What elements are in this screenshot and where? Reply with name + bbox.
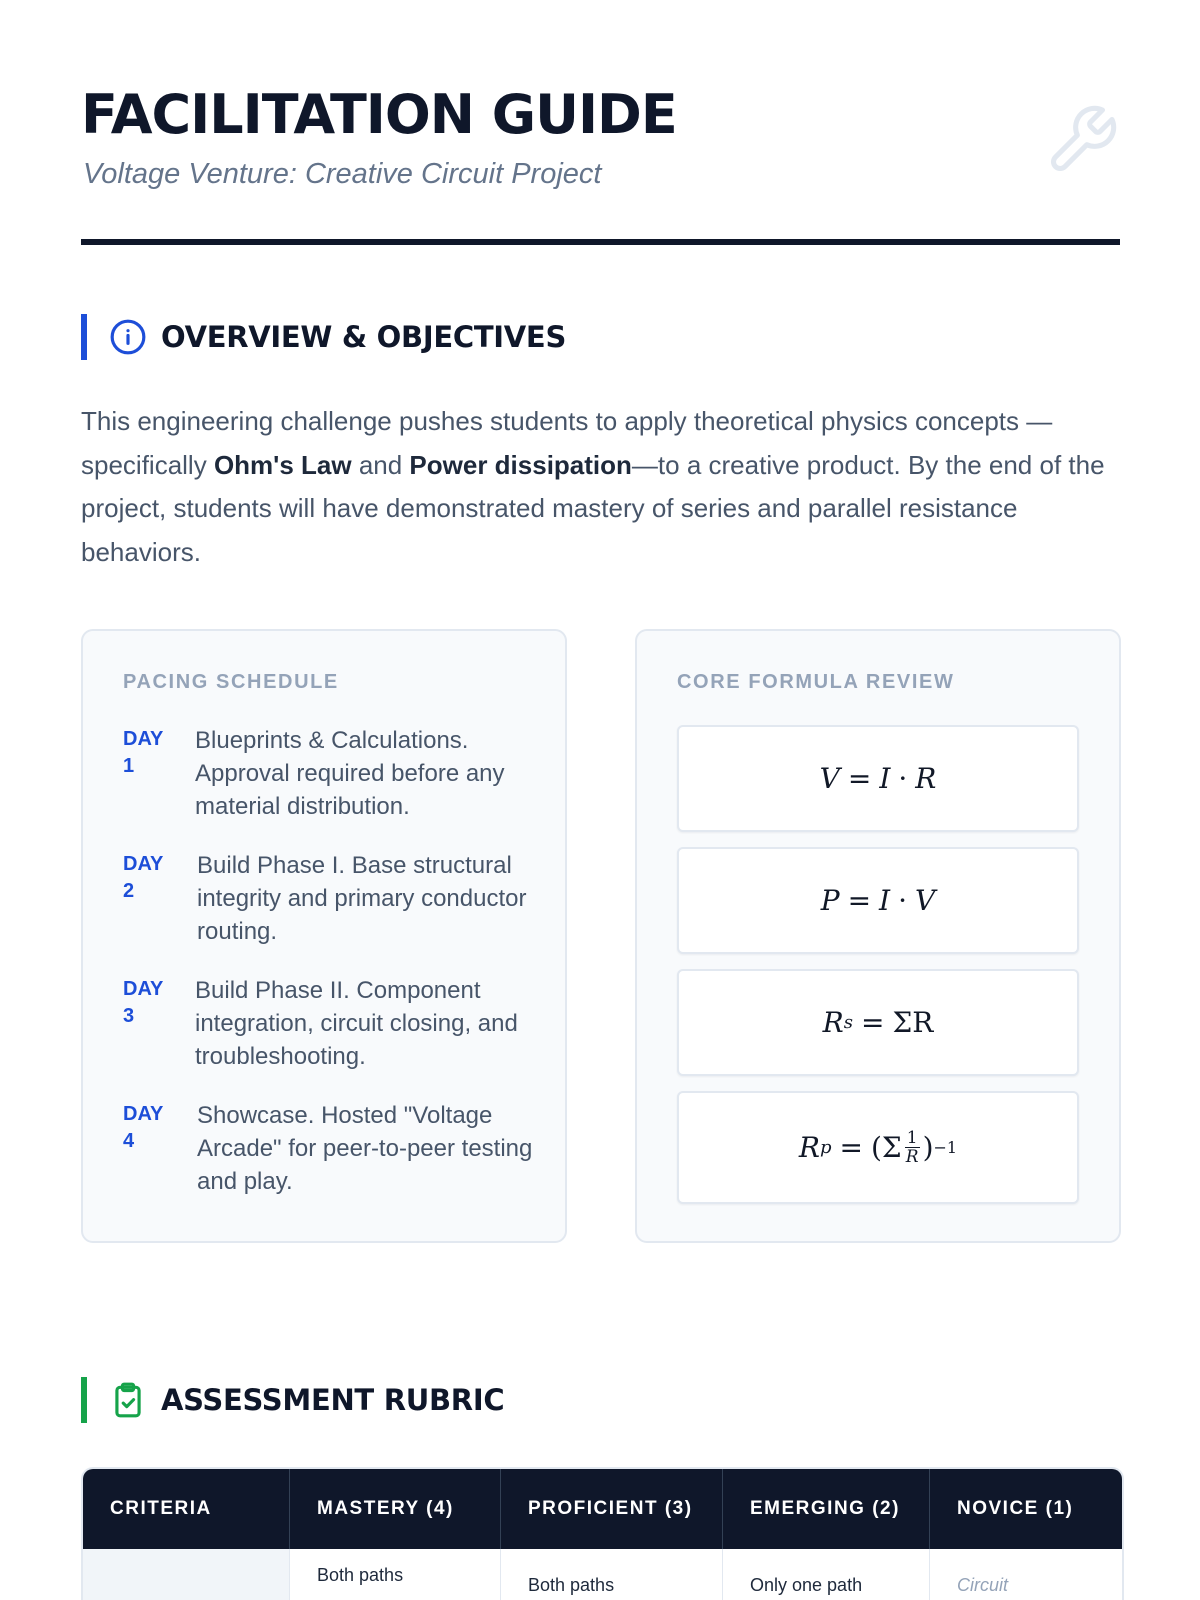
day-label: DAY 3	[123, 978, 164, 1027]
wrench-icon	[1044, 102, 1120, 178]
day-description: Build Phase I. Base structural integrity and primary conductor routing.	[197, 852, 527, 945]
table-header-row	[83, 1469, 1122, 1549]
pacing-schedule-label: PACING SCHEDULE	[123, 671, 339, 693]
formula-review-label: CORE FORMULA REVIEW	[677, 671, 955, 693]
emerging-cell: Only one path	[723, 1549, 930, 1600]
list-item	[123, 974, 533, 1073]
overview-heading	[81, 314, 566, 360]
overview-text-part: and	[351, 449, 410, 480]
list-item	[123, 724, 533, 823]
power-dissipation-term: Power dissipation	[409, 449, 632, 480]
formula-review-card	[635, 629, 1121, 1243]
info-icon	[109, 318, 147, 356]
proficient-cell: Both paths	[501, 1549, 723, 1600]
page-subtitle: Voltage Venture: Creative Circuit Project	[83, 158, 602, 190]
day-label: DAY 2	[123, 853, 164, 902]
column-header-criteria: CRITERIA	[83, 1469, 290, 1549]
mastery-cell: Both paths	[290, 1549, 501, 1600]
day-description: Blueprints & Calculations. Approval required before any material distribution.	[195, 727, 505, 820]
formula-ohms-law: V = I · R	[677, 725, 1079, 832]
day-label: DAY 1	[123, 728, 164, 777]
ohms-law-term: Ohm's Law	[213, 449, 352, 480]
overview-text-part: —to a creative product. By the end of the project, students will have demonstrated mastery of series and parallel resistance behaviors.	[81, 449, 1105, 567]
page-header	[81, 84, 1120, 248]
rubric-table	[81, 1467, 1124, 1600]
novice-cell: Circuit	[957, 1575, 1009, 1595]
criteria-cell	[83, 1549, 290, 1600]
rubric-heading	[81, 1377, 504, 1423]
section-accent-bar	[81, 1377, 87, 1423]
table-row	[83, 1549, 1122, 1600]
clipboard-check-icon	[109, 1381, 147, 1419]
column-header-mastery: MASTERY (4)	[290, 1469, 501, 1549]
day-description: Build Phase II. Component integration, circuit closing, and troubleshooting.	[195, 977, 518, 1070]
pacing-list	[123, 724, 533, 1224]
column-header-proficient: PROFICIENT (3)	[501, 1469, 723, 1549]
list-item	[123, 1099, 533, 1198]
formula-power: P = I · V	[677, 847, 1079, 954]
overview-text-part: This engineering challenge pushes students to apply theoretical physics concepts —specifically	[81, 406, 1053, 480]
day-description: Showcase. Hosted "Voltage Arcade" for peer-to-peer testing and play.	[197, 1102, 533, 1195]
column-header-novice: NOVICE (1)	[930, 1469, 1122, 1549]
formula-parallel-resistance: R p = (Σ $\frac{1}{R}$ ) −1	[677, 1091, 1079, 1204]
list-item	[123, 849, 533, 948]
header-divider	[81, 239, 1120, 245]
column-header-emerging: EMERGING (2)	[723, 1469, 930, 1549]
rubric-title: ASSESSMENT RUBRIC	[161, 1383, 505, 1417]
page-title: FACILITATION GUIDE	[81, 83, 677, 146]
overview-title: OVERVIEW & OBJECTIVES	[161, 320, 567, 354]
day-label: DAY 4	[123, 1103, 164, 1152]
section-accent-bar	[81, 314, 87, 360]
pacing-schedule-card	[81, 629, 567, 1243]
overview-paragraph	[81, 400, 1120, 574]
formula-series-resistance: R s = ΣR	[677, 969, 1079, 1076]
